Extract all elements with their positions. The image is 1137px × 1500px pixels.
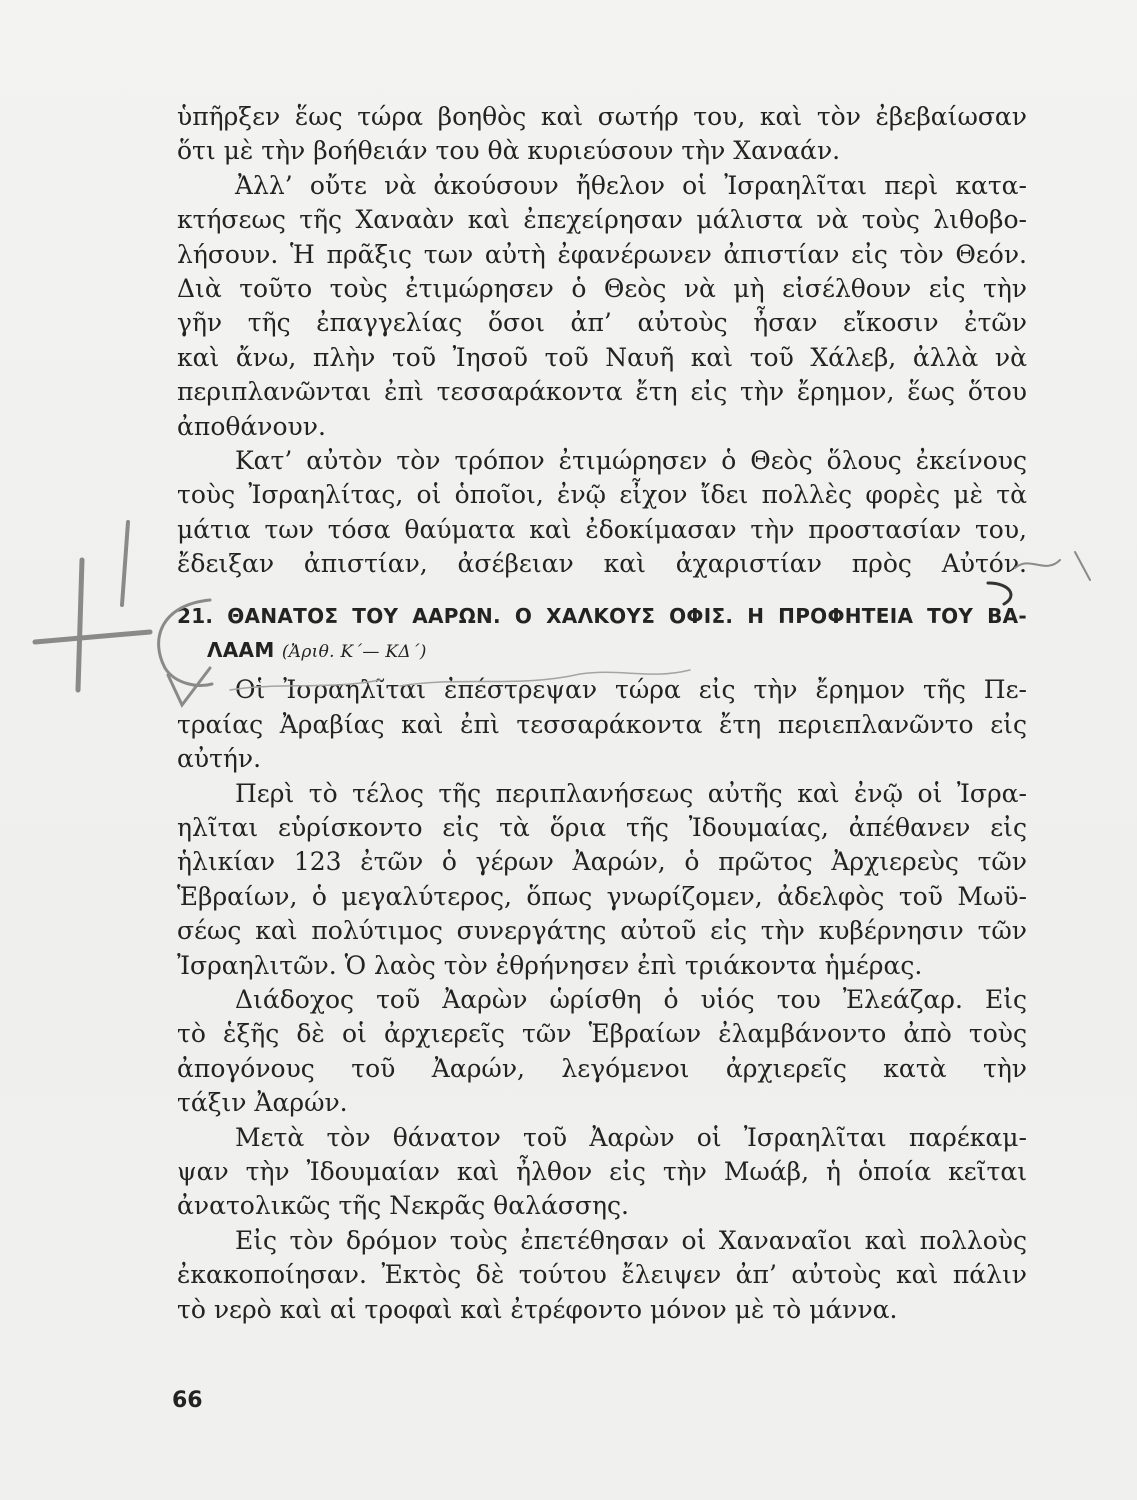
- text-line: Ἑβραίων, ὁ μεγαλύτερος, ὅπως γνωρίζομεν, ἀδελφὸς τοῦ Μωϋ-: [177, 881, 1027, 911]
- text-line: ἀπογόνους τοῦ Ἀαρών, λεγόμενοι ἀρχιερεῖς κατὰ τὴν: [177, 1053, 1027, 1083]
- text-line: τὸ ἑξῆς δὲ οἱ ἀρχιερεῖς τῶν Ἑβραίων ἐλαμβάνοντο ἀπὸ τοὺς: [177, 1019, 1027, 1049]
- text-line: ἔδειξαν ἀπιστίαν, ἀσέβειαν καὶ ἀχαριστίαν πρὸς Αὐτόν.: [177, 549, 1027, 579]
- section-heading: [177, 599, 1027, 667]
- page-body: [177, 100, 1027, 1327]
- pencil-cross-mark: [35, 632, 150, 642]
- text-line: Διὰ τοῦτο τοὺς ἐτιμώρησεν ὁ Θεὸς νὰ μὴ εἰσέλθουν εἰς τὴν: [177, 273, 1027, 303]
- paragraph-7: [177, 1224, 1027, 1327]
- heading-line: [177, 633, 1027, 667]
- text-line: καὶ ἄνω, πλὴν τοῦ Ἰησοῦ τοῦ Ναυῆ καὶ τοῦ Χάλεβ, ἀλλὰ νὰ: [177, 342, 1027, 372]
- text-line: τοὺς Ἰσραηλίτας, οἱ ὁποῖοι, ἐνῷ εἶχον ἴδει πολλὲς φορὲς μὲ τὰ: [177, 480, 1027, 510]
- text-line: ψαν τὴν Ἰδουμαίαν καὶ ἦλθον εἰς τὴν Μωάβ, ἡ ὁποία κεῖται: [177, 1156, 1027, 1186]
- page-number: 66: [172, 1388, 203, 1413]
- text-line: περιπλανῶνται ἐπὶ τεσσαράκοντα ἔτη εἰς τὴν ἔρημον, ἕως ὅτου: [177, 377, 1027, 407]
- text-line: ὅτι μὲ τὴν βοήθειάν του θὰ κυριεύσουν τὴν Χαναάν.: [177, 136, 841, 166]
- text-line: Κατ’ αὐτὸν τὸν τρόπον ἐτιμώρησεν ὁ Θεὸς ὅλους ἐκείνους: [235, 445, 1027, 475]
- heading-line-2: ΛΑΑΜ: [207, 638, 275, 663]
- paragraph-4: [177, 777, 1027, 983]
- text-line: ἀποθάνουν.: [177, 411, 326, 441]
- text-line: γῆν τῆς ἐπαγγελίας ὅσοι ἀπ’ αὐτοὺς ἦσαν εἴκοσιν ἐτῶν: [177, 308, 1027, 338]
- text-line: ὑπῆρξεν ἕως τώρα βοηθὸς καὶ σωτήρ του, καὶ τὸν ἐβεβαίωσαν: [177, 102, 1027, 131]
- text-line: Ἀλλ’ οὔτε νὰ ἀκούσουν ἤθελον οἱ Ἰσραηλῖται περὶ κατα-: [235, 170, 1027, 200]
- text-line: αὐτήν.: [177, 744, 262, 774]
- text-line: ηλῖται εὑρίσκοντο εἰς τὰ ὅρια τῆς Ἰδουμαίας, ἀπέθανεν εἰς: [177, 813, 1027, 843]
- heading-line: 21. ΘΑΝΑΤΟΣ ΤΟΥ ΑΑΡΩΝ. Ο ΧΑΛΚΟΥΣ ΟΦΙΣ. Η ΠΡΟΦΗΤΕΙΑ ΤΟΥ ΒΑ-: [177, 604, 1027, 629]
- text-line: τὸ νερὸ καὶ αἱ τροφαὶ καὶ ἐτρέφοντο μόνον μὲ τὸ μάννα.: [177, 1294, 898, 1324]
- paragraph-6: [177, 1121, 1027, 1224]
- text-line: λήσουν. Ἡ πρᾶξις των αὐτὴ ἐφανέρωνεν ἀπιστίαν εἰς τὸν Θεόν.: [177, 239, 1027, 269]
- text-line: ἐκακοποίησαν. Ἐκτὸς δὲ τούτου ἔλειψεν ἀπ’ αὐτοὺς καὶ πάλιν: [177, 1260, 1027, 1290]
- text-line: Οἱ Ἰσραηλῖται ἐπέστρεψαν τώρα εἰς τὴν ἔρημον τῆς Πε-: [235, 675, 1027, 705]
- paragraph-5: [177, 983, 1027, 1121]
- paragraph-1: [177, 100, 1027, 444]
- text-line: Εἰς τὸν δρόμον τοὺς ἐπετέθησαν οἱ Χαναναῖοι καὶ πολλοὺς: [235, 1225, 1027, 1255]
- text-line: τραίας Ἀραβίας καὶ ἐπὶ τεσσαράκοντα ἔτη περιεπλανῶντο εἰς: [177, 709, 1027, 739]
- text-line: Μετὰ τὸν θάνατον τοῦ Ἀαρὼν οἱ Ἰσραηλῖται παρέκαμ-: [235, 1122, 1027, 1152]
- text-line: τάξιν Ἀαρών.: [177, 1088, 348, 1118]
- text-line: κτήσεως τῆς Χαναὰν καὶ ἐπεχείρησαν μάλιστα νὰ τοὺς λιθοβο-: [177, 205, 1027, 235]
- text-line: Ἰσραηλιτῶν. Ὁ λαὸς τὸν ἐθρήνησεν ἐπὶ τριάκοντα ἡμέρας.: [177, 950, 923, 980]
- scripture-reference: (Ἀριθ. Κ΄— ΚΔ΄): [281, 642, 427, 663]
- paragraph-3: [177, 673, 1027, 776]
- text-line: σέως καὶ πολύτιμος συνεργάτης αὐτοῦ εἰς τὴν κυβέρνησιν τῶν: [177, 916, 1027, 946]
- pencil-cross-mark: [78, 560, 82, 690]
- text-line: ἡλικίαν 123 ἐτῶν ὁ γέρων Ἀαρών, ὁ πρῶτος Ἀρχιερεὺς τῶν: [177, 847, 1027, 877]
- pencil-cross-mark: [122, 522, 128, 605]
- text-line: Περὶ τὸ τέλος τῆς περιπλανήσεως αὐτῆς καὶ ἐνῷ οἱ Ἰσρα-: [235, 778, 1027, 808]
- text-line: Διάδοχος τοῦ Ἀαρὼν ὡρίσθη ὁ υἱός του Ἐλεάζαρ. Εἰς: [235, 984, 1027, 1014]
- paragraph-2: [177, 444, 1027, 582]
- text-line: μάτια των τόσα θαύματα καὶ ἐδοκίμασαν τὴν προστασίαν του,: [177, 514, 1027, 544]
- text-line: ἀνατολικῶς τῆς Νεκρᾶς θαλάσσης.: [177, 1191, 629, 1221]
